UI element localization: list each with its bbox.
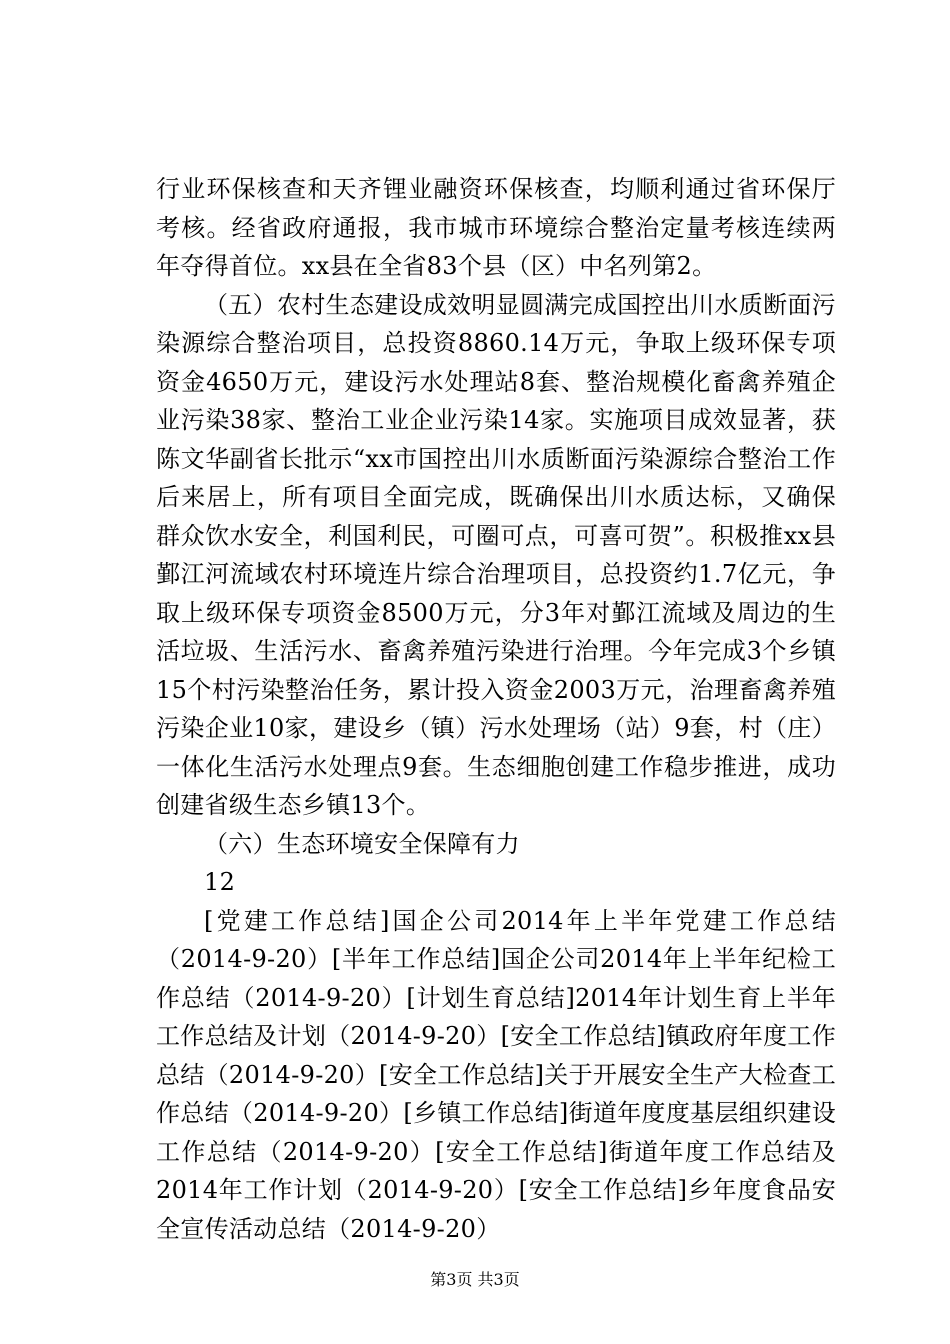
document-body [156,170,836,1248]
paragraph-related-links: [党建工作总结]国企公司2014年上半年党建工作总结（2014-9-20）[半年工作总结]国企公司2014年上半年纪检工作总结（2014-9-20）[计划生育总结]2014年计划生育上半年工作总结及计划（2014-9-20）[安全工作总结]镇政府年度工作总结（2014-9-20）[安全工作总结]关于开展安全生产大检查工作总结（2014-9-20）[乡镇工作总结]街道年度度基层组织建设工作总结（2014-9-20）[安全工作总结]街道年度工作总结及2014年工作计划（2014-9-20）[安全工作总结]乡年度食品安全宣传活动总结（2014-9-20） [156,906,836,1243]
paragraph-continuation: 行业环保核查和天齐锂业融资环保核查，均顺利通过省环保厅考核。经省政府通报，我市城市环境综合整治定量考核连续两年夺得首位。xx县在全省83个县（区）中名列第2。 [156,175,836,280]
paragraph-number: 12 [204,868,236,896]
page-footer: 第3页 共3页 [430,1270,520,1289]
paragraph-section-five: （五）农村生态建设成效明显圆满完成国控出川水质断面污染源综合整治项目，总投资8860.14万元，争取上级环保专项资金4650万元，建设污水处理站8套、整治规模化畜禽养殖企业污染38家、整治工业企业污染14家。实施项目成效显著，获陈文华副省长批示“xx市国控出川水质断面污染源综合整治工作后来居上，所有项目全面完成，既确保出川水质达标，又确保群众饮水安全，利国利民，可圈可点，可喜可贺”。积极推xx县鄞江河流域农村环境连片综合治理项目，总投资约1.7亿元，争取上级环保专项资金8500万元，分3年对鄞江流域及周边的生活垃圾、生活污水、畜禽养殖污染进行治理。今年完成3个乡镇15个村污染整治任务，累计投入资金2003万元，治理畜禽养殖污染企业10家，建设乡（镇）污水处理场（站）9套，村（庄）一体化生活污水处理点9套。生态细胞创建工作稳步推进，成功创建省级生态乡镇13个。 [156,290,836,819]
paragraph-section-six-heading: （六）生态环境安全保障有力 [204,829,520,858]
